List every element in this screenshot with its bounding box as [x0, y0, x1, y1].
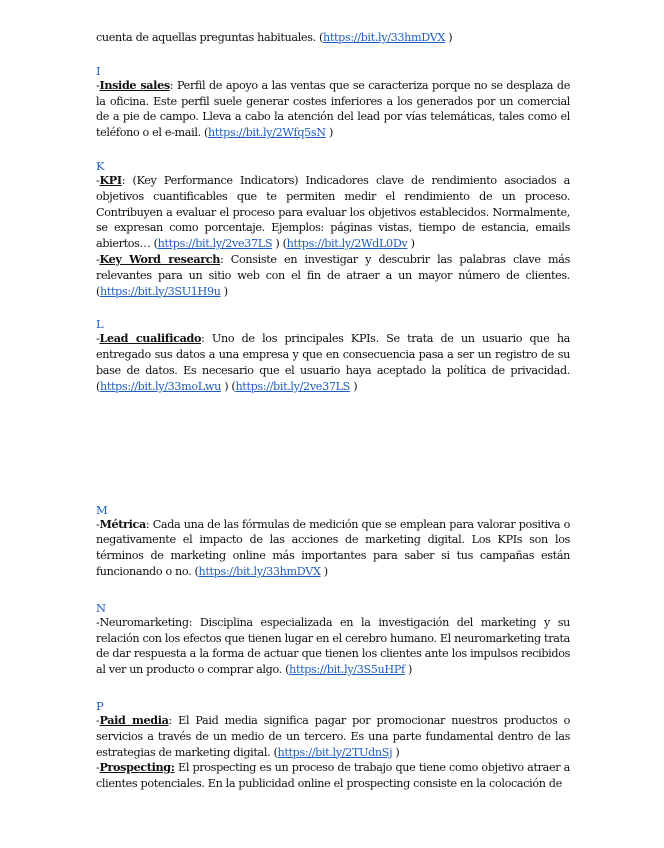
- definition-text: : Disciplina especializada en la investigación del marketing y su relación con los efectos que tienen lugar en el cerebro humano. El neuromarketing trata de dar respuesta a la forma de actuar que tienen los clientes ante los impulsos recibidos al ver un producto o comprar algo. (: [96, 615, 570, 677]
- reference-link[interactable]: https://bit.ly/33hmDVX: [198, 564, 321, 578]
- section-letter-m[interactable]: M: [96, 502, 108, 517]
- term-paid-media: Paid media: [99, 712, 169, 727]
- term-kpi: KPI: [99, 172, 122, 187]
- entry-metrica: -Métrica: Cada una de las fórmulas de medición que se emplean para valorar positiva o negativamente el impacto de las acciones de marketing digital. Los KPIs son los términos de marketing online más importantes para saber si tus campañas están funcionando o no. (https://bit.ly/33hmDVX ): [96, 516, 570, 578]
- entry-inside-sales: -Inside sales: Perfil de apoyo a las ventas que se caracteriza porque no se desplaza de la oficina. Este perfil suele generar costes inferiores a los generados por un comercial de a pie de campo. Lleva a cabo la atención del lead por vías telemáticas, tales como el teléfono o el e-mail. (https://bit.ly/2Wfq5sN ): [96, 77, 571, 140]
- definition-text: : El Paid media significa pagar por promocionar nuestros productos o servicios a través de un medio de un tercero. Es una parte fundamental dentro de las estrategias de marketing digital. (: [96, 713, 570, 759]
- entry-kpi: -KPI: (Key Performance Indicators) Indicadores clave de rendimiento asociados a objetivos cuantificables que te permiten medir el rendimiento de un proceso. Contribuyen a evaluar el proceso para evaluar los objetivos establecidos. Normalmente, se expresan como porcentaje. Ejemplos: páginas vistas, tiempo de estancia, emails abiertos… (https://bit.ly/2ve37LS ) (https://bit.ly/2WdL0Dv ): [96, 172, 570, 251]
- reference-link[interactable]: https://bit.ly/3S5uHPf: [289, 663, 405, 677]
- definition-text: : Uno de los principales KPIs. Se trata de un usuario que ha entregado sus datos a una empresa y que en consecuencia pasa a ser un registro de su base de datos. Es necesario que el usuario haya aceptado la política de privacidad. (: [96, 332, 570, 393]
- definition-text: : Perfil de apoyo a las ventas que se caracteriza porque no se desplaza de la oficina. Este perfil suele generar costes inferiores a los generados por un comercial de a pie de campo. Lleva a cabo la atención del lead por vías telemáticas, tales como el teléfono o el e-mail. (: [96, 78, 571, 140]
- definition-text: : Consiste en investigar y descubrir las palabras clave más relevantes para un sitio web con el fin de atraer a un mayor número de clientes. (: [96, 252, 570, 298]
- reference-link[interactable]: https://bit.ly/2ve37LS: [157, 237, 273, 251]
- entry-neuromarketing: -Neuromarketing: Disciplina especializada en la investigación del marketing y su relación con los efectos que tienen lugar en el cerebro humano. El neuromarketing trata de dar respuesta a la forma de actuar que tienen los clientes ante los impulsos recibidos al ver un producto o comprar algo. (https://bit.ly/3S5uHPf ): [96, 615, 570, 677]
- reference-link[interactable]: https://bit.ly/2TUdnSj: [277, 745, 393, 759]
- term-key-word-research: Key Word research: [99, 251, 221, 266]
- definition-text: : (Key Performance Indicators) Indicadores clave de rendimiento asociados a objetivos cuantificables que te permiten medir el rendimiento de un proceso. Contribuyen a evaluar el proceso para evaluar los objetivos establecidos. Normalmente, se expresan como porcentaje. Ejemplos: páginas vistas, tiempo de estancia, emails abiertos… (: [96, 173, 570, 251]
- reference-link[interactable]: https://bit.ly/2WdL0Dv: [286, 237, 408, 251]
- term-lead-cualificado: Lead cualificado: [99, 331, 202, 346]
- entry-lead-cualificado: -Lead cualificado: Uno de los principales KPIs. Se trata de un usuario que ha entregado sus datos a una empresa y que en consecuencia pasa a ser un registro de su base de datos. Es necesario que el usuario haya aceptado la política de privacidad. (https://bit.ly/33moLwu ) (https://bit.ly/2ve37LS ): [96, 331, 570, 393]
- section-letter-i[interactable]: I: [96, 63, 101, 78]
- intro-text: cuenta de aquellas preguntas habituales. (: [96, 31, 324, 44]
- reference-link[interactable]: https://bit.ly/2Wfq5sN: [208, 126, 326, 140]
- definition-text: : Cada una de las fórmulas de medición que se emplean para valorar positiva o negativamente el impacto de las acciones de marketing digital. Los KPIs son los términos de marketing online más importantes para saber si tus campañas están funcionando o no. (: [96, 517, 570, 578]
- reference-link[interactable]: https://bit.ly/3SU1H9u: [100, 284, 221, 298]
- reference-link[interactable]: https://bit.ly/2ve37LS: [235, 379, 350, 393]
- term-prospecting: Prospecting:: [99, 760, 175, 775]
- term-inside-sales: Inside sales: [99, 77, 170, 92]
- intro-link[interactable]: https://bit.ly/33hmDVX: [323, 31, 446, 44]
- intro-close: ): [445, 31, 453, 44]
- intro-paragraph: [96, 30, 570, 46]
- entry-key-word-research: -Key Word research: Consiste en investigar y descubrir las palabras clave más relevantes para un sitio web con el fin de atraer a un mayor número de clientes. (https://bit.ly/3SU1H9u ): [96, 251, 570, 298]
- reference-link[interactable]: https://bit.ly/33moLwu: [100, 379, 221, 393]
- section-letter-k[interactable]: K: [96, 158, 105, 173]
- definition-text: El prospecting es un proceso de trabajo que tiene como objetivo atraer a clientes potenciales. En la publicidad online el prospecting consiste en la colocación de: [96, 761, 570, 791]
- term-metrica: Métrica: [99, 516, 146, 531]
- section-letter-p[interactable]: P: [96, 698, 104, 713]
- section-letter-l[interactable]: L: [96, 317, 104, 332]
- entry-prospecting: -Prospecting: El prospecting es un proceso de trabajo que tiene como objetivo atraer a clientes potenciales. En la publicidad online el prospecting consiste en la colocación de: [96, 760, 570, 791]
- section-letter-n[interactable]: N: [96, 600, 107, 615]
- term-neuromarketing: Neuromarketing: [99, 615, 189, 629]
- entry-paid-media: -Paid media: El Paid media significa pagar por promocionar nuestros productos o servicios a través de un medio de un tercero. Es una parte fundamental dentro de las estrategias de marketing digital. (https://bit.ly/2TUdnSj ): [96, 712, 570, 759]
